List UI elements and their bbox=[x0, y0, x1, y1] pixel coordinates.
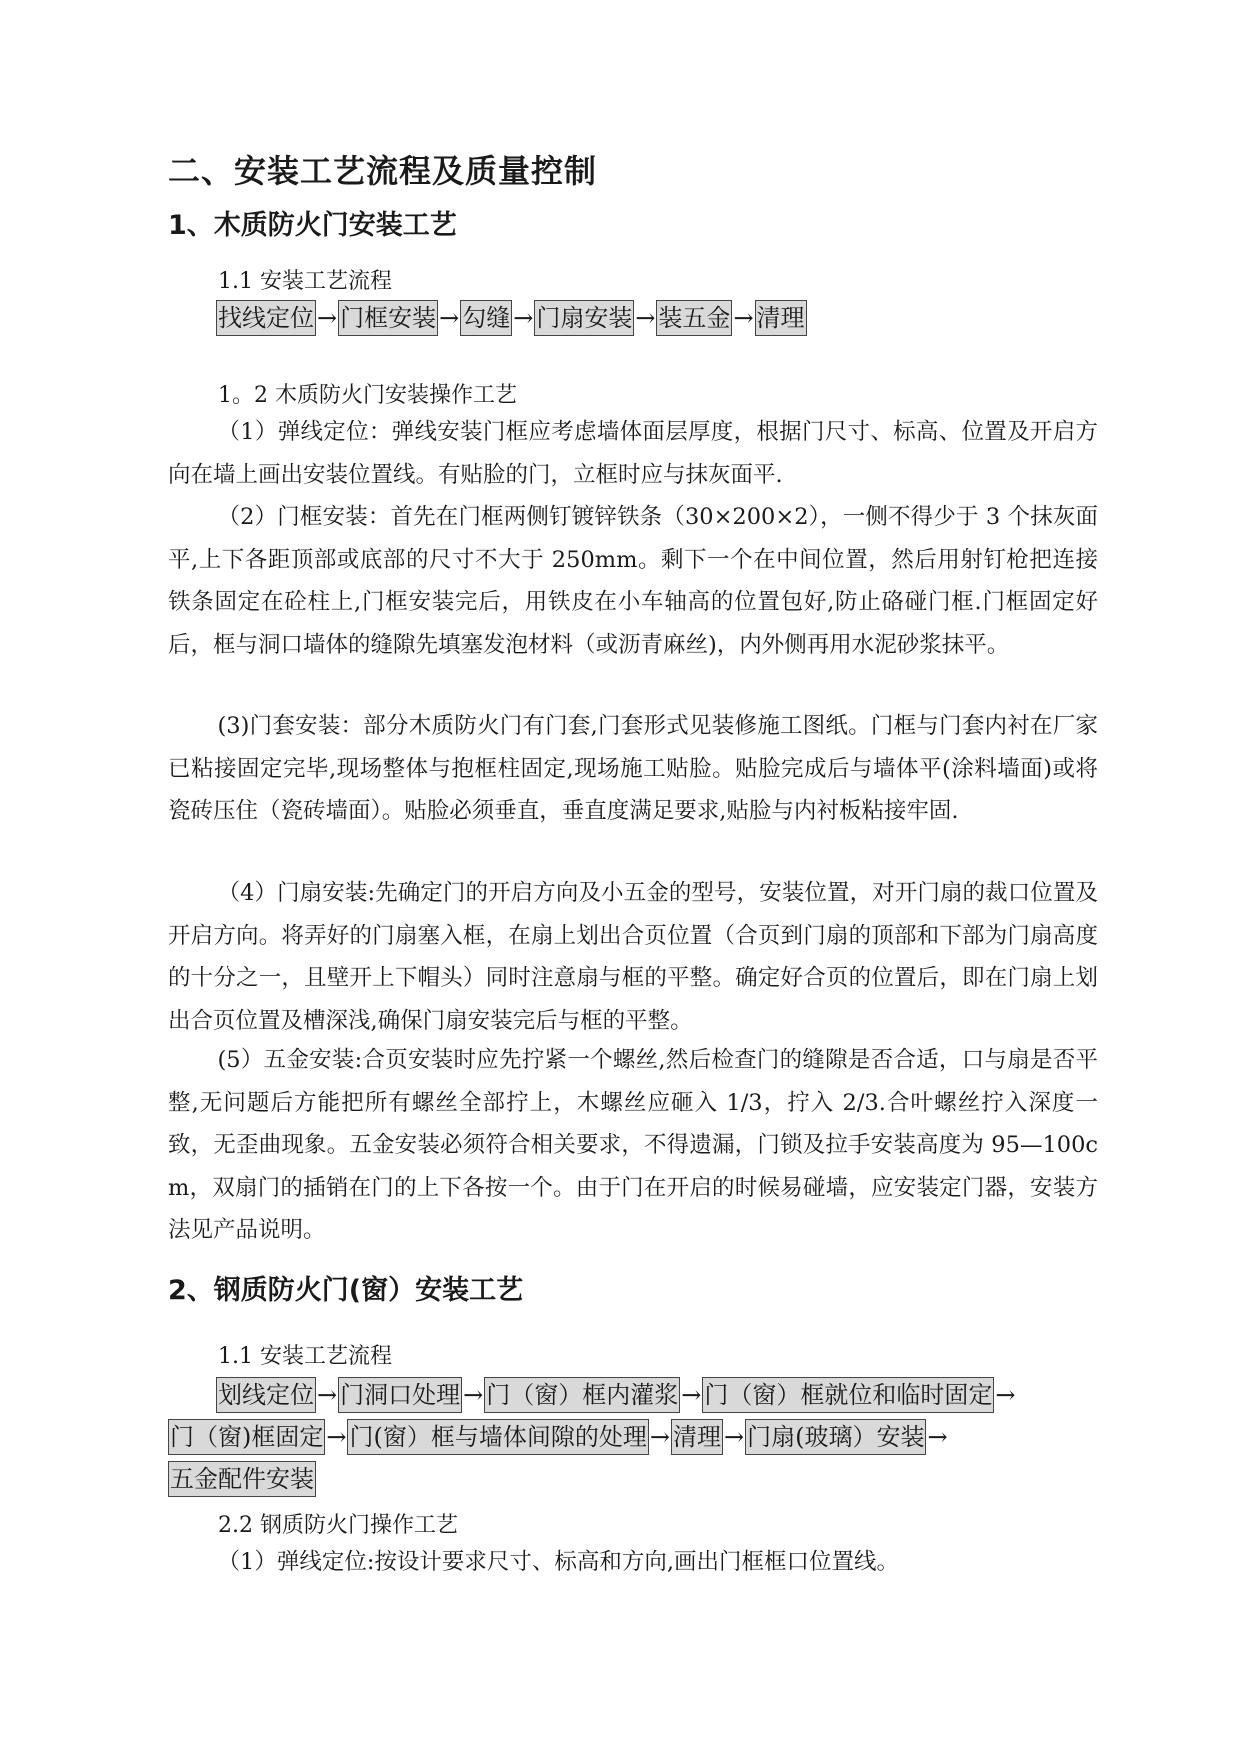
flow-step: 门（窗）框内灌浆 bbox=[484, 1377, 680, 1413]
flow-step: 划线定位 bbox=[216, 1377, 316, 1413]
paragraph: （1）弹线定位：弹线安装门框应考虑墙体面层厚度，根据门尺寸、标高、位置及开启方向在墙上画出安装位置线。有贴脸的门，立框时应与抹灰面平. bbox=[168, 419, 1098, 488]
section-2-flow-line-2 bbox=[168, 1417, 949, 1455]
flow-arrow: → bbox=[317, 1380, 338, 1409]
paragraph: (5）五金安装:合页安装时应先拧紧一个螺丝,然后检查门的缝隙是否合适，口与扇是否平整,无问题后方能把所有螺丝全部拧上，木螺丝应砸入 1/3，拧入 2/3.合叶螺丝拧入深度一致，无歪曲现象。五金安装必须符合相关要求，不得遗漏，门锁及拉手安装高度为 95—100cm，双扇门的插销在门的上下各按一个。由于门在开启的时候易碰墙，应安装定门器，安装方法见产品说明。 bbox=[168, 1047, 1098, 1243]
section-2-flow-line-3 bbox=[168, 1459, 316, 1497]
paragraph: （1）弹线定位:按设计要求尺寸、标高和方向,画出门框框口位置线。 bbox=[217, 1549, 900, 1575]
flow-arrow: → bbox=[681, 1380, 702, 1409]
flow-step: 清理 bbox=[671, 1419, 723, 1455]
flow-arrow: → bbox=[927, 1422, 948, 1451]
paragraph: (3)门套安装：部分木质防火门有门套,门套形式见装修施工图纸。门框与门套内衬在厂家已粘接固定完毕,现场整体与抱框柱固定,现场施工贴脸。贴脸完成后与墙体平(涂料墙面)或将瓷砖压住（瓷砖墙面）。贴脸必须垂直，垂直度满足要求,贴脸与内衬板粘接牢固. bbox=[168, 713, 1098, 824]
section-2-ops-title: 2.2 钢质防火门操作工艺 bbox=[218, 1513, 458, 1538]
section-2-flow-title: 1.1 安装工艺流程 bbox=[218, 1344, 392, 1369]
flow-step: 门扇安装 bbox=[534, 300, 634, 336]
flow-arrow: → bbox=[439, 303, 460, 332]
flow-step: 门（窗）框就位和临时固定 bbox=[702, 1377, 994, 1413]
flow-step: 装五金 bbox=[656, 300, 732, 336]
flow-step: 找线定位 bbox=[216, 300, 316, 336]
flow-step: 门（窗)框固定 bbox=[168, 1419, 325, 1455]
section-2-flow-line-1 bbox=[216, 1375, 1016, 1413]
section-1-flow bbox=[216, 298, 807, 336]
paragraph: （4）门扇安装:先确定门的开启方向及小五金的型号，安装位置，对开门扇的裁口位置及开启方向。将弄好的门扇塞入框，在扇上划出合页位置（合页到门扇的顶部和下部为门扇高度的十分之一，且壁开上下帽头）同时注意扇与框的平整。确定好合页的位置后，即在门扇上划出合页位置及槽深浅,确保门扇安装完后与框的平整。 bbox=[168, 880, 1098, 1034]
section-1-title: 1、木质防火门安装工艺 bbox=[168, 210, 457, 241]
flow-step: 门框安装 bbox=[338, 300, 438, 336]
flow-step: 门扇(玻璃）安装 bbox=[745, 1419, 926, 1455]
page-title: 二、安装工艺流程及质量控制 bbox=[168, 152, 598, 190]
flow-arrow: → bbox=[649, 1422, 670, 1451]
flow-arrow: → bbox=[733, 303, 754, 332]
flow-step: 门(窗）框与墙体间隙的处理 bbox=[347, 1419, 648, 1455]
paragraph: （2）门框安装：首先在门框两侧钉镀锌铁条（30×200×2），一侧不得少于 3 个抹灰面平,上下各距顶部或底部的尺寸不大于 250mm。剩下一个在中间位置，然后用射钉枪把连接铁条固定在砼柱上,门框安装完后，用铁皮在小车轴高的位置包好,防止硌碰门框.门框固定好后，框与洞口墙体的缝隙先填塞发泡材料（或沥青麻丝)，内外侧再用水泥砂浆抹平。 bbox=[168, 504, 1098, 658]
flow-arrow: → bbox=[513, 303, 534, 332]
flow-arrow: → bbox=[723, 1422, 745, 1451]
flow-arrow: → bbox=[635, 303, 656, 332]
flow-arrow: → bbox=[995, 1380, 1016, 1409]
flow-step: 清理 bbox=[755, 300, 807, 336]
flow-arrow: → bbox=[463, 1380, 484, 1409]
flow-arrow: → bbox=[326, 1422, 347, 1451]
section-1-ops-title: 1。2 木质防火门安装操作工艺 bbox=[218, 383, 517, 408]
section-1-flow-title: 1.1 安装工艺流程 bbox=[218, 269, 392, 294]
flow-step: 五金配件安装 bbox=[168, 1461, 316, 1497]
flow-step: 勾缝 bbox=[460, 300, 512, 336]
flow-arrow: → bbox=[317, 303, 338, 332]
section-2-title: 2、钢质防火门(窗）安装工艺 bbox=[168, 1275, 524, 1306]
flow-step: 门洞口处理 bbox=[338, 1377, 462, 1413]
